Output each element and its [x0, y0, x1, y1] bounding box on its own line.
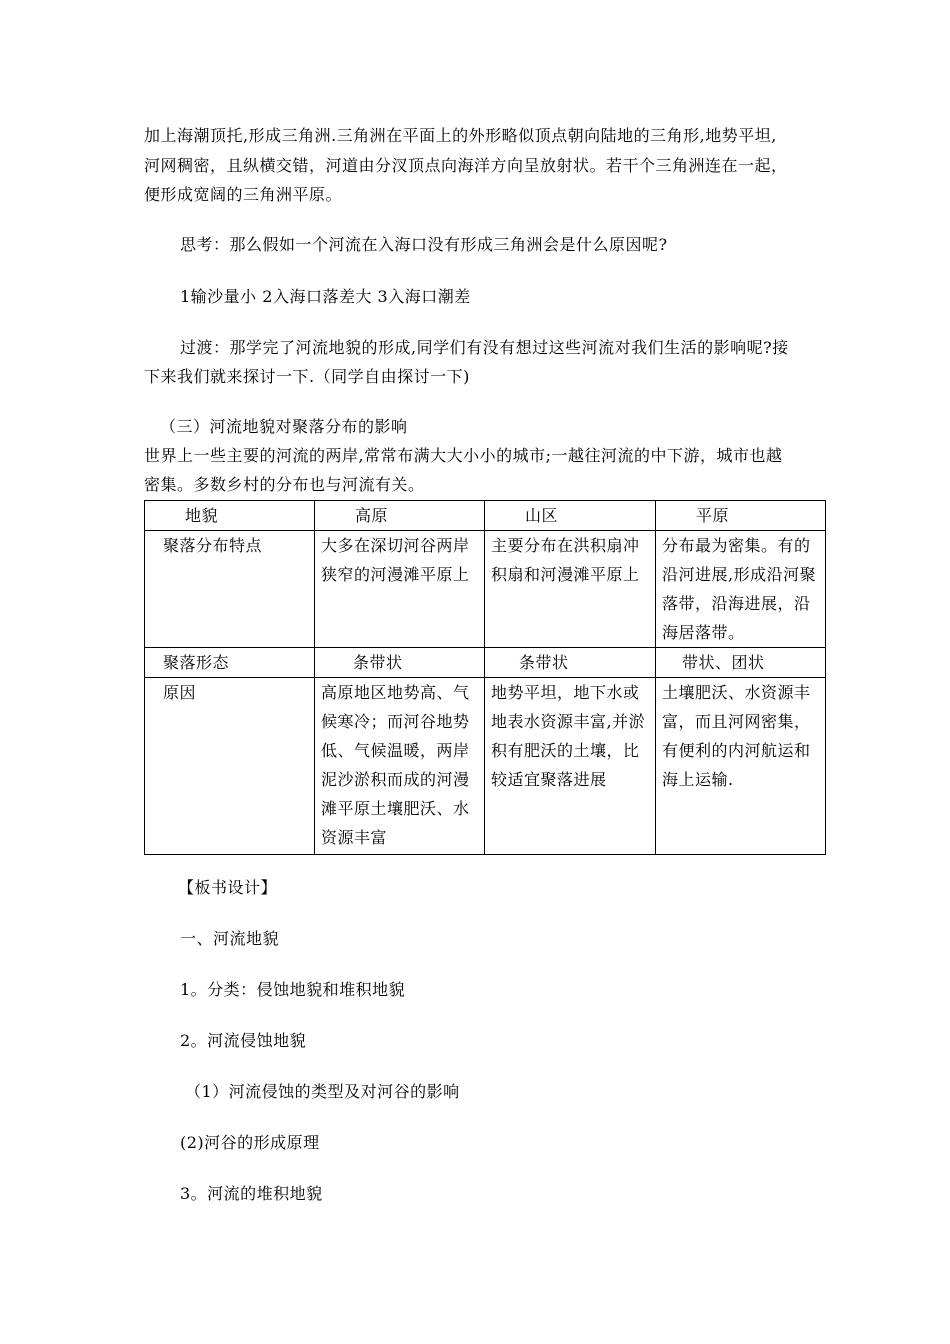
board-item: 2。河流侵蚀地貌 [180, 1031, 307, 1050]
settlement-table [144, 500, 826, 855]
table-cell: 高原地区地势高、气候寒冷；而河谷地势低、气候温暖，两岸泥沙淤积而成的河漫滩平原土壤肥沃、水资源丰富 [315, 678, 485, 855]
board-subitem: (2)河谷的形成原理 [180, 1133, 320, 1152]
board-item: 1。分类：侵蚀地貌和堆积地貌 [180, 980, 406, 999]
paragraph-line: 河网稠密，且纵横交错，河道由分汊顶点向海洋方向呈放射状。若干个三角洲连在一起， [144, 156, 788, 175]
paragraph-line: 世界上一些主要的河流的两岸,常常布满大大小小的城市;一越往河流的中下游，城市也越 [144, 446, 783, 465]
board-heading: 一、河流地貌 [180, 929, 280, 948]
header-plain: 平原 [656, 501, 826, 531]
answer-list: 1输沙量小 2入海口落差大 3入海口潮差 [180, 287, 471, 306]
board-title: 【板书设计】 [178, 878, 278, 897]
think-question: 思考：那么假如一个河流在入海口没有形成三角洲会是什么原因呢? [180, 235, 668, 254]
table-cell: 主要分布在洪积扇冲积扇和河漫滩平原上 [485, 531, 656, 648]
row-label: 聚落形态 [145, 648, 315, 678]
paragraph-line: 便形成宽阔的三角洲平原。 [144, 185, 343, 204]
header-landform: 地貌 [145, 501, 315, 531]
table-row [145, 531, 826, 648]
section-title: （三）河流地貌对聚落分布的影响 [160, 417, 408, 436]
table-cell: 地势平坦，地下水或地表水资源丰富,并淤积有肥沃的土壤，比较适宜聚落进展 [485, 678, 656, 855]
table-cell: 土壤肥沃、水资源丰富，而且河网密集，有便利的内河航运和海上运输. [656, 678, 826, 855]
transition-line: 下来我们就来探讨一下.（同学自由探讨一下) [144, 367, 470, 386]
header-plateau: 高原 [315, 501, 485, 531]
paragraph-line: 加上海潮顶托,形成三角洲.三角洲在平面上的外形略似顶点朝向陆地的三角形,地势平坦, [144, 126, 777, 145]
paragraph-line: 密集。多数乡村的分布也与河流有关。 [144, 475, 425, 494]
table-row [145, 678, 826, 855]
row-label: 聚落分布特点 [145, 531, 315, 648]
table-cell: 条带状 [485, 648, 656, 678]
header-mountain: 山区 [485, 501, 656, 531]
board-item: 3。河流的堆积地貌 [180, 1184, 323, 1203]
table-header-row [145, 501, 826, 531]
table-cell: 大多在深切河谷两岸狭窄的河漫滩平原上 [315, 531, 485, 648]
table-cell: 条带状 [315, 648, 485, 678]
row-label: 原因 [145, 678, 315, 855]
table-cell: 分布最为密集。有的沿河进展,形成沿河聚落带，沿海进展，沿海居落带。 [656, 531, 826, 648]
table-cell: 带状、团状 [656, 648, 826, 678]
transition-line: 过渡：那学完了河流地貌的形成,同学们有没有想过这些河流对我们生活的影响呢?接 [180, 338, 789, 357]
board-subitem: （1）河流侵蚀的类型及对河谷的影响 [185, 1082, 460, 1101]
table-row [145, 648, 826, 678]
